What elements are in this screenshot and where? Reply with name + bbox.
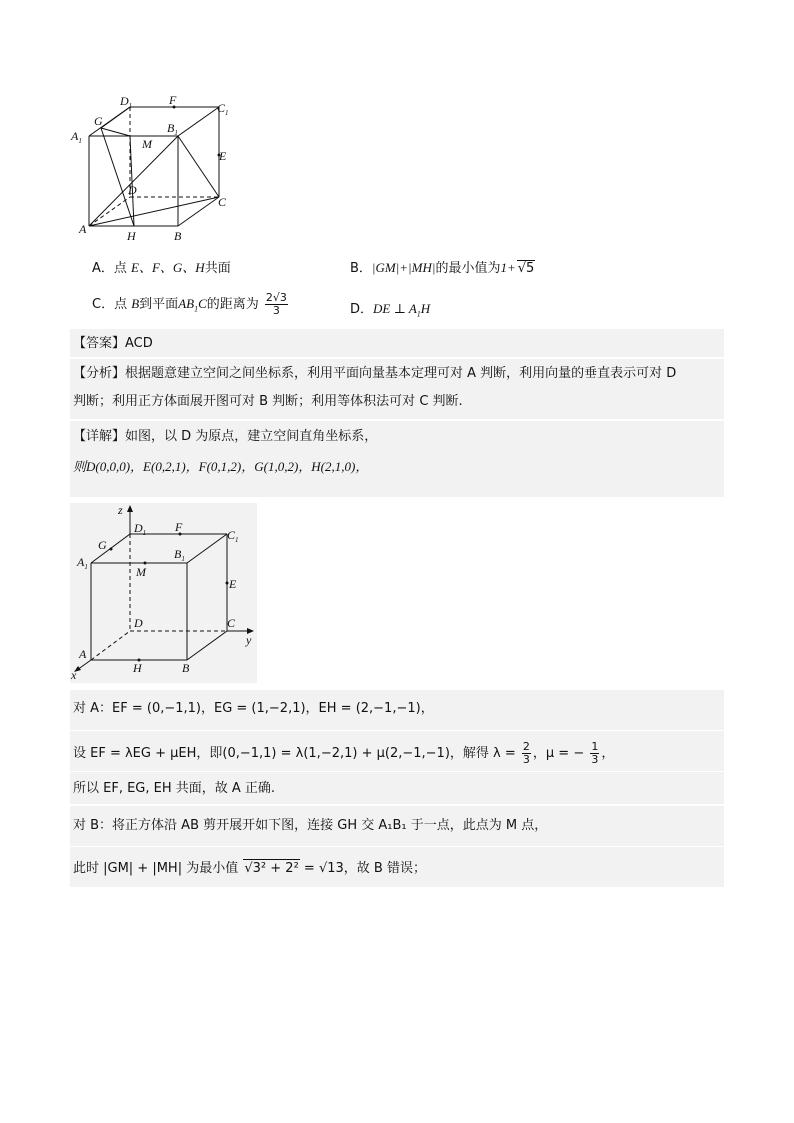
label-B: B — [182, 661, 190, 675]
axis-z-label: z — [118, 503, 123, 517]
label-B1: $B_1$ — [174, 547, 185, 563]
option-c: C．点 B到平面$AB_1C$的距离为 $\frac{2√3}{3}$ — [92, 291, 287, 317]
label-B: B — [174, 229, 182, 243]
sqrt-sign: √5 — [517, 261, 535, 276]
label-G: G — [94, 114, 103, 128]
label-C1: $C_1$ — [217, 101, 229, 117]
label-F: F — [175, 520, 183, 534]
part-b-line2: 此时 |GM| + |MH| 为最小值 √3² + 2² = √13，故 B 错误； — [70, 847, 724, 887]
axis-y-label: y — [246, 633, 252, 647]
label-C: C — [227, 616, 236, 630]
label-H: H — [127, 229, 136, 243]
label-G: G — [98, 538, 107, 552]
label-B1: $B_1$ — [167, 121, 178, 137]
detail-row: 【详解】如图，以 D 为原点，建立空间直角坐标系， 则D(0,0,0)，E(0,2,1)，F(0,1,2)，G(1,0,2)，H(2,1,0)， — [70, 421, 724, 497]
answer-row: 【答案】ACD — [70, 329, 724, 357]
sqrt-sign: √3² + 2² — [244, 861, 299, 876]
label-C: C — [218, 195, 227, 209]
label-D: D — [128, 183, 137, 197]
cube-figure-1 — [70, 92, 250, 247]
fraction: $\frac{2√3}{3}$ — [265, 291, 287, 317]
part-a-line1: 对 A：EF = (0,−1,1)，EG = (1,−2,1)，EH = (2,−1,−1)， — [70, 690, 724, 730]
option-b: B．|GM|+|MH|的最小值为1+ √5 — [350, 260, 535, 276]
fraction-lambda: $\frac{2}{3}$ — [522, 740, 530, 766]
label-E: E — [229, 577, 237, 591]
cube-figure-2 — [70, 503, 257, 683]
part-a-line2: 设 EF = λEG + μEH，即(0,−1,1) = λ(1,−2,1) + μ(2,−1,−1)，解得 λ = $\frac{2}{3}$ ，μ = − $\frac{1}{3}$ ， — [70, 731, 724, 771]
label-C1: $C_1$ — [227, 528, 239, 544]
option-d: D．DE ⊥ $A_1H$ — [350, 301, 431, 319]
label-E: E — [219, 149, 227, 163]
label-D: D — [134, 616, 143, 630]
label-M: M — [142, 137, 152, 151]
label-A: A — [79, 222, 87, 236]
label-D1: $D_1$ — [134, 521, 147, 537]
label-D1: $D_1$ — [120, 94, 133, 110]
label-M: M — [136, 565, 146, 579]
label-F: F — [169, 93, 177, 107]
part-b-line1: 对 B：将正方体沿 AB 剪开展开如下图，连接 GH 交 A₁B₁ 于一点，此点为 M 点， — [70, 806, 724, 846]
axis-x-label: x — [71, 668, 77, 682]
fraction-mu: $\frac{1}{3}$ — [591, 740, 599, 766]
analysis-row: 【分析】根据题意建立空间之间坐标系，利用平面向量基本定理可对 A 判断，利用向量的垂直表示可对 D 判断；利用正方体面展开图可对 B 判断；利用等体积法可对 C 判断. — [70, 359, 724, 419]
label-H: H — [133, 661, 142, 675]
part-a-line3: 所以 EF, EG, EH 共面，故 A 正确. — [70, 772, 724, 804]
label-A1: $A_1$ — [71, 129, 82, 145]
label-A1: $A_1$ — [77, 555, 88, 571]
label-A: A — [79, 647, 87, 661]
option-a: A．点 E、F、G、H共面 — [92, 260, 231, 276]
